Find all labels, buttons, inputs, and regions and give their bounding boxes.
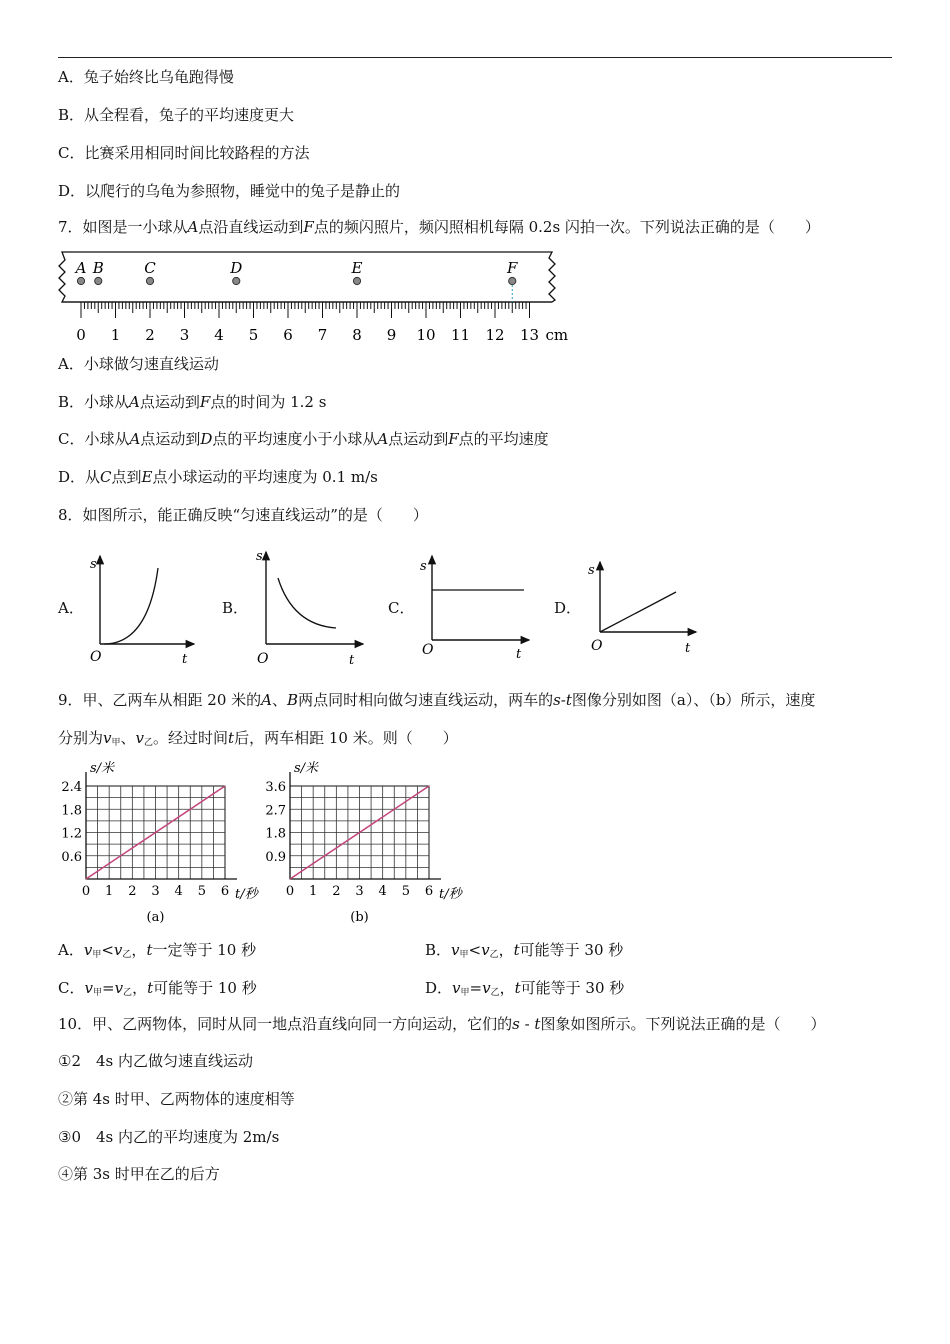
q10-item-4: ④第 3s 时甲在乙的后方 bbox=[58, 1165, 220, 1183]
x-label: t bbox=[182, 652, 188, 667]
origin-label: O bbox=[90, 649, 102, 665]
ball-a bbox=[77, 277, 84, 284]
x-tick-label: 4 bbox=[378, 884, 387, 899]
x-tick-label: 6 bbox=[220, 884, 230, 899]
q7-ruler-figure bbox=[58, 248, 578, 348]
x-tick-label: 2 bbox=[128, 884, 137, 899]
curve-decreasing bbox=[278, 578, 336, 628]
q8-option-d-label: D． bbox=[554, 599, 582, 617]
ruler-number: 7 bbox=[317, 326, 328, 344]
q9-chart-a bbox=[58, 758, 268, 928]
point-label-d: D bbox=[230, 259, 243, 277]
chart-caption: (a) bbox=[146, 910, 165, 925]
origin-label: O bbox=[422, 642, 434, 658]
ruler-number: 3 bbox=[179, 326, 190, 344]
q8-graph-a bbox=[82, 548, 202, 670]
y-tick-label: 1.8 bbox=[265, 826, 286, 842]
y-label: s bbox=[588, 563, 595, 578]
x-axis-label: t/秒 bbox=[235, 887, 258, 902]
ball-f bbox=[509, 277, 516, 284]
point-label-c: C bbox=[144, 259, 156, 277]
point-label-e: E bbox=[351, 259, 363, 277]
ruler-number: 6 bbox=[283, 326, 293, 344]
point-label-b: B bbox=[92, 259, 104, 277]
q10-item-3: ③0 4s 内乙的平均速度为 2m/s bbox=[58, 1128, 280, 1146]
y-tick-label: 0.6 bbox=[61, 849, 82, 865]
ruler-number: 4 bbox=[214, 326, 224, 344]
x-tick-label: 5 bbox=[197, 884, 206, 899]
line-linear bbox=[600, 592, 676, 632]
ruler-number: 12 bbox=[485, 326, 505, 344]
q9-stem-line1: 9．甲、乙两车从相距 20 米的A、B两点同时相向做匀速直线运动，两车的s-t图像分别如图（a）、（b）所示，速度 bbox=[58, 691, 816, 709]
q10-item-2: ②第 4s 时甲、乙两物体的速度相等 bbox=[58, 1090, 295, 1108]
ball-d bbox=[233, 277, 240, 284]
q7-stem: 7．如图是一小球从A点沿直线运动到F点的频闪照片，频闪照相机每隔 0.2s 闪拍一次。下列说法正确的是（ ） bbox=[58, 218, 820, 236]
ruler-number: 11 bbox=[450, 326, 471, 344]
q7-option-c: C．小球从A点运动到D点的平均速度小于小球从A点运动到F点的平均速度 bbox=[58, 430, 549, 448]
x-tick-label: 4 bbox=[174, 884, 183, 899]
x-label: t bbox=[516, 647, 522, 662]
q7-option-a: A．小球做匀速直线运动 bbox=[58, 355, 219, 373]
y-tick-label: 1.2 bbox=[61, 826, 82, 842]
point-label-f: F bbox=[507, 259, 518, 277]
q8-graph-b bbox=[248, 540, 368, 670]
q7-option-b: B．小球从A点运动到F点的时间为 1.2 s bbox=[58, 393, 327, 411]
q8-graph-d bbox=[582, 558, 702, 658]
x-tick-label: 3 bbox=[151, 884, 160, 899]
q8-stem: 8．如图所示，能正确反映“匀速直线运动”的是（ ） bbox=[58, 506, 428, 524]
x-tick-label: 0 bbox=[81, 884, 91, 899]
ball-b bbox=[95, 277, 102, 284]
y-axis-label: s/米 bbox=[294, 761, 319, 776]
q9-stem-line2: 分别为$v_甲$、$v_乙$。经过时间t后，两车相距 10 米。则（ ） bbox=[58, 729, 458, 748]
q9-option-d: D．$v_甲=v_乙$，t可能等于 30 秒 bbox=[425, 979, 625, 998]
y-tick-label: 2.4 bbox=[61, 780, 82, 795]
x-tick-label: 0 bbox=[285, 884, 295, 899]
header-rule bbox=[58, 57, 892, 58]
y-tick-label: 2.7 bbox=[265, 803, 286, 819]
y-axis-label: s/米 bbox=[90, 761, 115, 776]
x-tick-label: 5 bbox=[401, 884, 410, 899]
x-label: t bbox=[349, 653, 355, 668]
x-tick-label: 1 bbox=[309, 884, 318, 899]
y-tick-label: 3.6 bbox=[265, 780, 286, 795]
y-tick-label: 1.8 bbox=[61, 803, 82, 819]
x-tick-label: 1 bbox=[105, 884, 114, 899]
y-tick-label: 0.9 bbox=[265, 849, 286, 865]
q9-option-c: C．$v_甲=v_乙$，t可能等于 10 秒 bbox=[58, 979, 257, 998]
x-tick-label: 3 bbox=[355, 884, 364, 899]
x-axis-label: t/秒 bbox=[439, 887, 462, 902]
x-label: t bbox=[685, 641, 691, 656]
origin-label: O bbox=[591, 638, 603, 654]
ruler-number: 1 bbox=[110, 326, 121, 344]
q8-option-a-label: A． bbox=[58, 599, 84, 617]
option-a-prev: A．兔子始终比乌龟跑得慢 bbox=[58, 68, 234, 86]
origin-label: O bbox=[257, 651, 269, 667]
ruler-number: 13 bbox=[519, 326, 540, 344]
x-tick-label: 6 bbox=[424, 884, 434, 899]
ruler-number: 2 bbox=[145, 326, 155, 344]
q10-item-1: ①2 4s 内乙做匀速直线运动 bbox=[58, 1052, 254, 1070]
ball-e bbox=[353, 277, 360, 284]
option-b-prev: B．从全程看，兔子的平均速度更大 bbox=[58, 106, 295, 124]
q9-chart-b bbox=[262, 758, 472, 928]
ruler-number: 8 bbox=[352, 326, 362, 344]
photo-strip bbox=[59, 252, 555, 302]
y-label: s bbox=[256, 549, 263, 564]
point-label-a: A bbox=[75, 259, 87, 277]
ball-c bbox=[146, 277, 153, 284]
q9-option-a: A．$v_甲<v_乙$，t一定等于 10 秒 bbox=[58, 941, 257, 960]
y-label: s bbox=[90, 557, 97, 572]
ruler-unit: cm bbox=[545, 326, 569, 344]
q8-option-c-label: C． bbox=[388, 599, 415, 617]
y-label: s bbox=[420, 559, 427, 574]
option-d-prev: D．以爬行的乌龟为参照物，睡觉中的兔子是静止的 bbox=[58, 182, 401, 200]
ruler-number: 9 bbox=[386, 326, 397, 344]
q8-graph-c bbox=[414, 552, 534, 662]
ruler-number: 10 bbox=[416, 326, 436, 344]
q7-option-d: D．从C点到E点小球运动的平均速度为 0.1 m/s bbox=[58, 468, 378, 486]
q8-option-b-label: B． bbox=[222, 599, 249, 617]
q9-option-b: B．$v_甲<v_乙$，t可能等于 30 秒 bbox=[425, 941, 624, 960]
ruler-number: 5 bbox=[248, 326, 259, 344]
ruler-number: 0 bbox=[76, 326, 86, 344]
chart-caption: (b) bbox=[350, 910, 369, 925]
x-tick-label: 2 bbox=[332, 884, 341, 899]
q10-stem: 10．甲、乙两物体，同时从同一地点沿直线向同一方向运动，它们的s - t图象如图所示。下列说法正确的是（ ） bbox=[58, 1015, 826, 1033]
curve-accelerating bbox=[104, 568, 158, 644]
option-c-prev: C．比赛采用相同时间比较路程的方法 bbox=[58, 144, 310, 162]
